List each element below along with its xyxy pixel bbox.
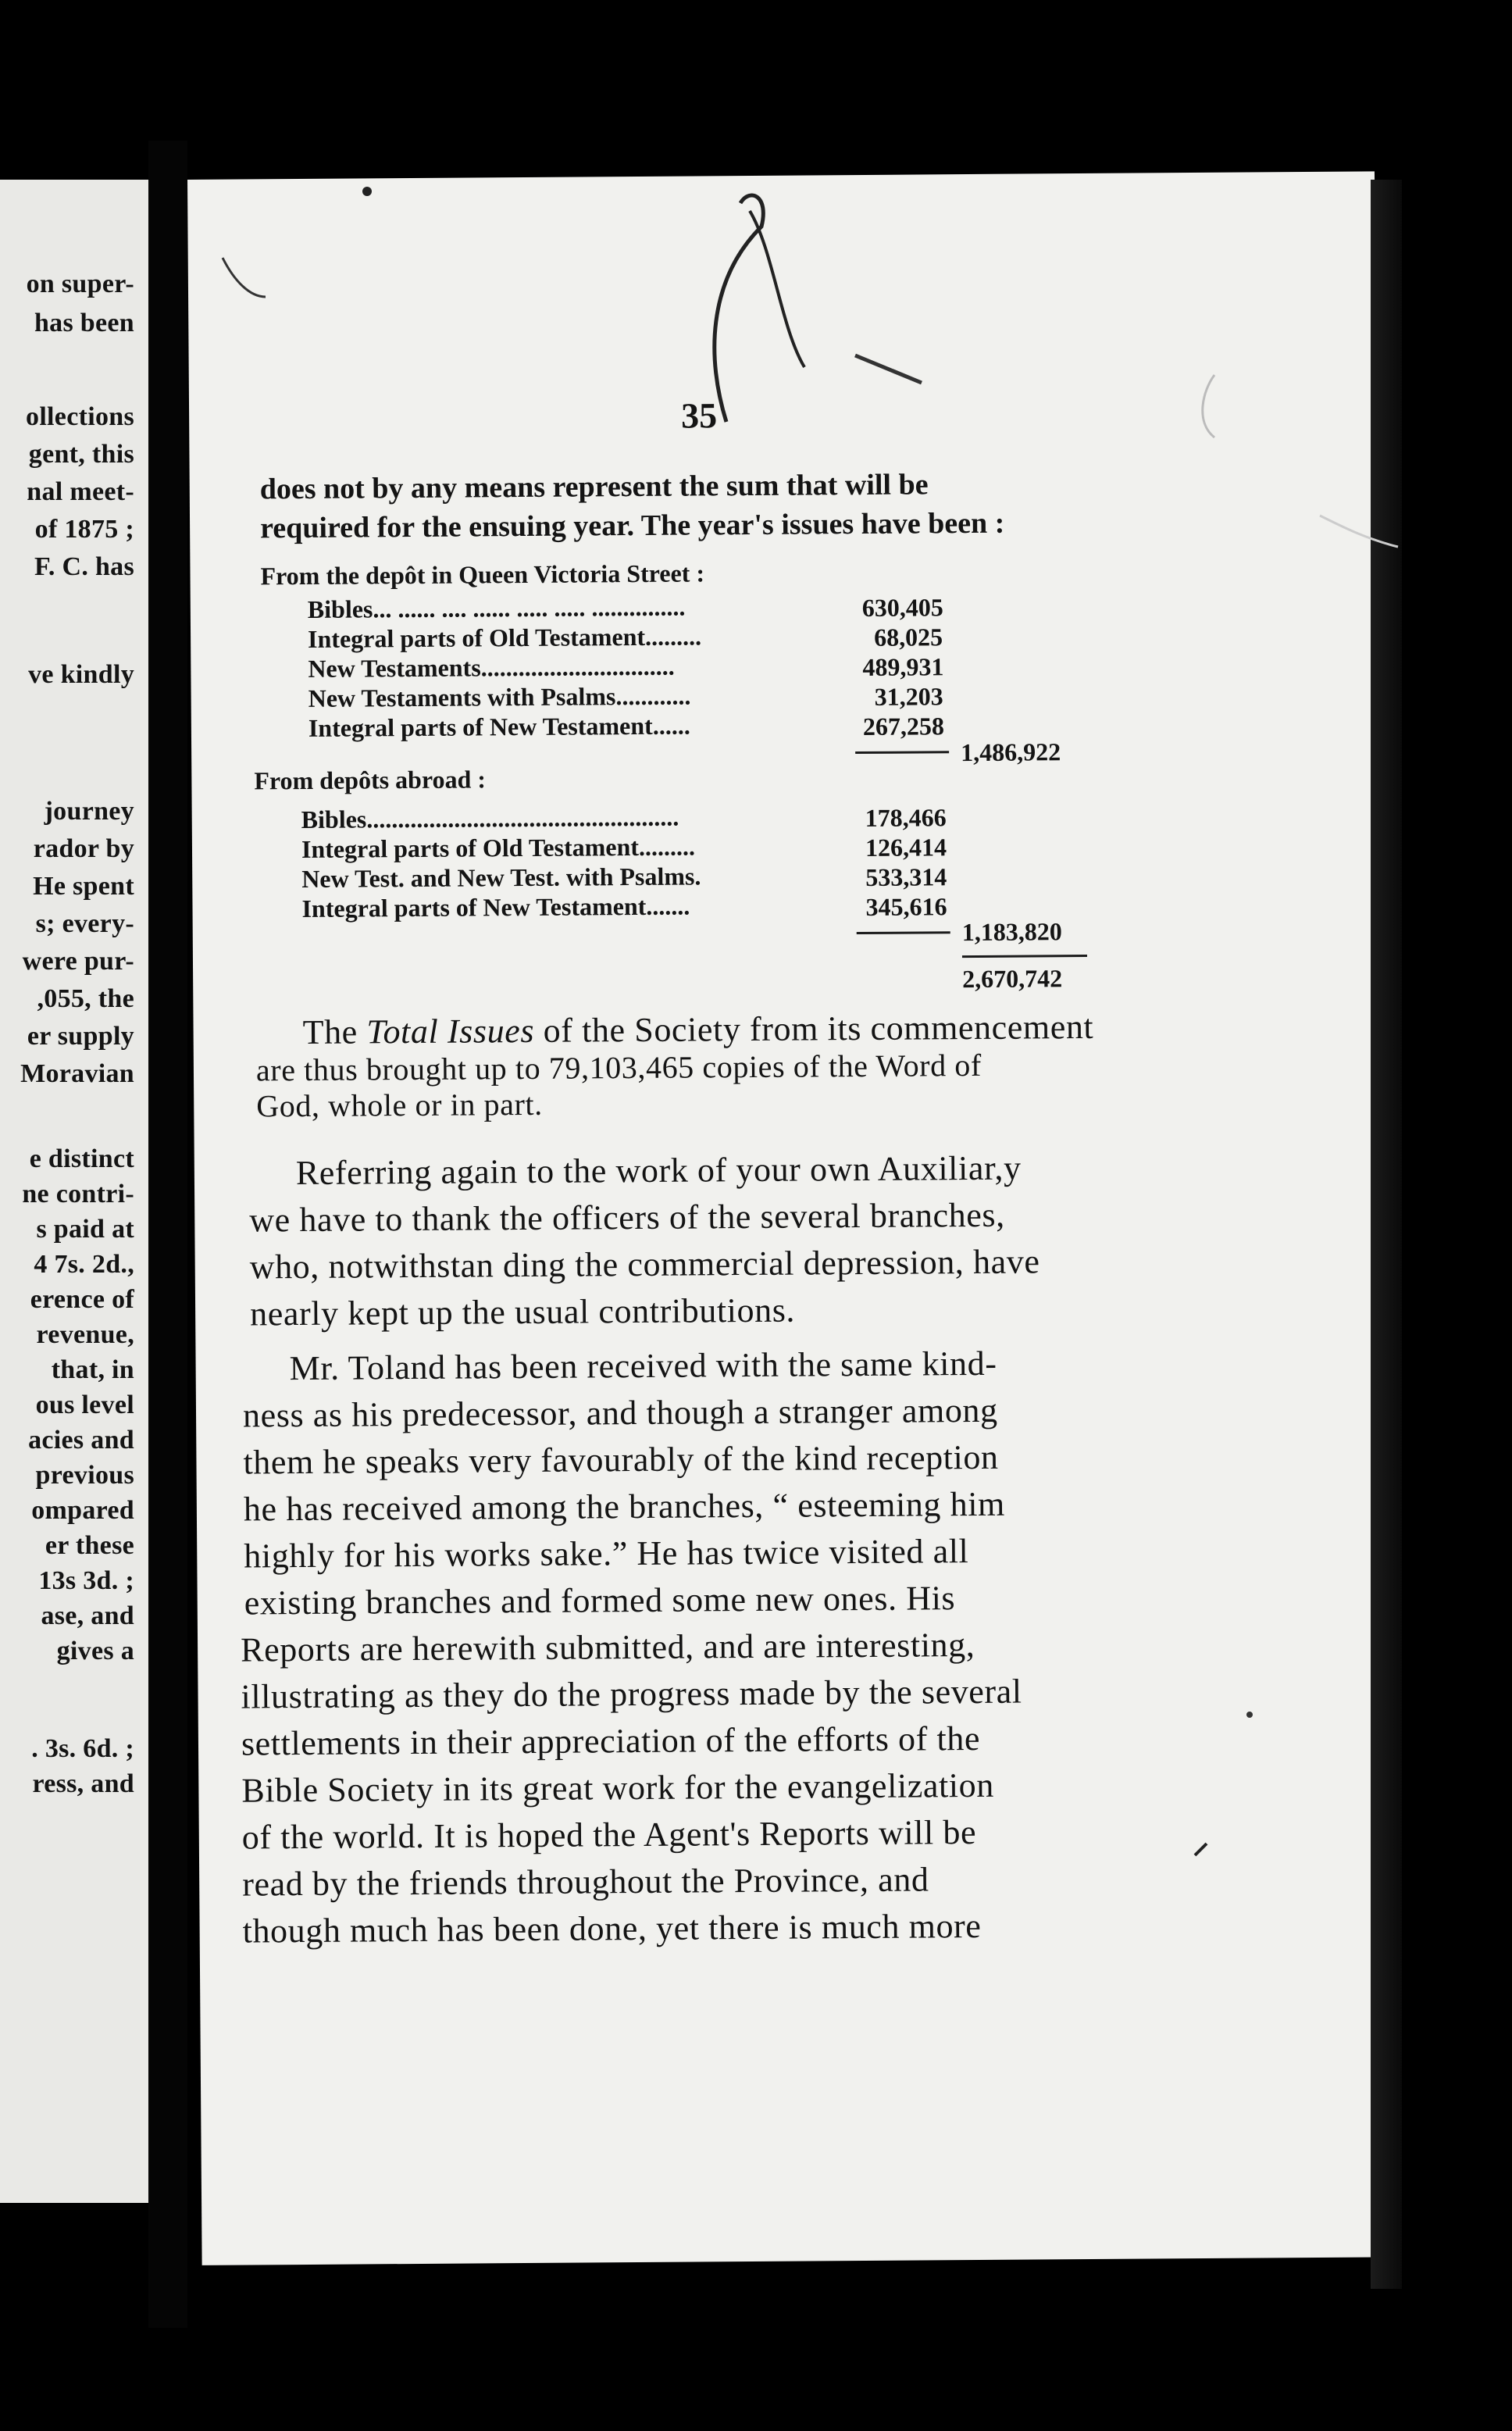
section1-row-value: 267,258 xyxy=(862,712,945,741)
left-page-line: ne contri- xyxy=(22,1180,134,1208)
section1-row-label: New Testaments with Psalms............ xyxy=(308,681,691,712)
left-page-line: ,055, the xyxy=(37,984,134,1013)
left-page-line: . 3s. 6d. ; xyxy=(31,1734,134,1763)
left-page-line: F. C. has xyxy=(34,552,134,581)
left-page-line: previous xyxy=(35,1461,134,1490)
left-page-line: 13s 3d. ; xyxy=(38,1566,134,1595)
auxiliary-line-3: who, notwithstan ding the commercial depression, have xyxy=(249,1242,1040,1287)
main-page xyxy=(187,171,1389,2265)
section1-subtotal: 1,486,922 xyxy=(961,737,1061,767)
section2-row-label: New Test. and New Test. with Psalms. xyxy=(301,862,701,894)
section1-row-value: 68,025 xyxy=(873,623,943,651)
left-page-line: nal meet- xyxy=(27,477,134,506)
subtotal-rule xyxy=(857,931,950,934)
section1-heading: From the depôt in Queen Victoria Street : xyxy=(260,559,705,591)
left-page-line: er these xyxy=(45,1531,134,1560)
section1-row-label: Bibles... ...... .... ...... ..... ..... ............... xyxy=(307,592,686,623)
toland-line: read by the friends throughout the Province, and xyxy=(242,1860,929,1904)
intro-line-1: does not by any means represent the sum that will be xyxy=(259,468,929,506)
section1-row-label: New Testaments............................... xyxy=(308,651,675,683)
auxiliary-line-2: we have to thank the officers of the several branches, xyxy=(249,1195,1005,1240)
left-page-line: on super- xyxy=(26,270,134,298)
left-page-line: gives a xyxy=(56,1637,134,1665)
left-page-line: ve kindly xyxy=(28,660,134,689)
left-page-line: He spent xyxy=(33,872,134,901)
page-number: 35 xyxy=(680,395,718,436)
left-page-line: that, in xyxy=(51,1355,134,1384)
section2-row-value: 533,314 xyxy=(865,862,947,891)
left-page-line: has been xyxy=(34,309,134,337)
left-page-line: ase, and xyxy=(41,1601,134,1630)
subtotal-rule xyxy=(855,751,949,754)
toland-line: Bible Society in its great work for the evangelization xyxy=(241,1765,995,1810)
section2-row-value: 126,414 xyxy=(865,833,947,862)
section1-row-value: 31,203 xyxy=(874,682,943,711)
toland-line: ness as his predecessor, and though a stranger among xyxy=(242,1390,998,1435)
section2-heading: From depôts abroad : xyxy=(254,765,487,795)
total-issues-line-3: God, whole or in part. xyxy=(256,1086,543,1124)
toland-line: settlements in their appreciation of the efforts of the xyxy=(241,1719,981,1763)
left-page-line: ress, and xyxy=(32,1769,134,1798)
left-page-line: were pur- xyxy=(22,947,134,976)
left-page-line: ous level xyxy=(35,1390,134,1419)
grand-total: 2,670,742 xyxy=(962,964,1063,994)
auxiliary-line-4: nearly kept up the usual contributions. xyxy=(249,1290,796,1333)
toland-line: existing branches and formed some new ones. His xyxy=(244,1579,956,1622)
auxiliary-line-1: Referring again to the work of your own Auxiliar,y xyxy=(295,1148,1022,1193)
total-issues-line-1: The Total Issues of the Society from its commencement xyxy=(302,1007,1094,1051)
page-edge-shadow xyxy=(1371,180,1402,2289)
toland-line: Mr. Toland has been received with the same kind- xyxy=(289,1344,997,1388)
total-issues-italic: Total Issues xyxy=(366,1011,535,1051)
toland-line: highly for his works sake.” He has twice visited all xyxy=(244,1532,969,1576)
section1-row-value: 489,931 xyxy=(862,652,944,681)
toland-line: illustrating as they do the progress made by the several xyxy=(241,1672,1022,1716)
section2-row-value: 345,616 xyxy=(865,892,947,921)
section2-row-label: Integral parts of Old Testament......... xyxy=(301,832,696,864)
left-page-line: e distinct xyxy=(29,1144,134,1173)
section2-row-value: 178,466 xyxy=(865,803,947,832)
toland-line: he has received among the branches, “ esteeming him xyxy=(243,1484,1006,1529)
section2-subtotal: 1,183,820 xyxy=(961,917,1062,947)
left-page-line: ompared xyxy=(31,1496,134,1525)
left-page-line: er supply xyxy=(27,1022,134,1051)
left-page-line: 4 7s. 2d., xyxy=(34,1250,134,1279)
left-page-line: of 1875 ; xyxy=(34,515,134,544)
section2-row-label: Integral parts of New Testament....... xyxy=(301,891,690,923)
total-issues-line-2: are thus brought up to 79,103,465 copies of the Word of xyxy=(255,1047,982,1088)
left-page-line: acies and xyxy=(28,1426,134,1455)
left-page-line: s; every- xyxy=(35,909,134,938)
toland-line: though much has been done, yet there is much more xyxy=(242,1906,982,1951)
toland-line: Reports are herewith submitted, and are interesting, xyxy=(240,1626,975,1669)
left-page-line: ollections xyxy=(26,402,134,431)
left-page-line: Moravian xyxy=(20,1059,134,1088)
intro-line-2: required for the ensuing year. The year's issues have been : xyxy=(259,506,1005,545)
left-page-line: journey xyxy=(44,797,134,826)
section1-row-label: Integral parts of New Testament...... xyxy=(308,711,690,742)
grand-total-rule xyxy=(962,955,1087,958)
left-page-line: revenue, xyxy=(36,1320,134,1349)
left-page-line: gent, this xyxy=(28,440,134,469)
left-page-line: rador by xyxy=(33,834,134,863)
toland-line: of the world. It is hoped the Agent's Reports will be xyxy=(241,1813,977,1857)
book-gutter xyxy=(148,141,187,2328)
toland-line: them he speaks very favourably of the kind reception xyxy=(243,1437,999,1482)
section1-row-label: Integral parts of Old Testament......... xyxy=(307,622,702,653)
left-page-fragment xyxy=(0,180,148,2203)
left-page-line: erence of xyxy=(30,1285,134,1314)
section1-row-value: 630,405 xyxy=(861,593,943,622)
left-page-line: s paid at xyxy=(36,1215,134,1244)
section2-row-label: Bibles.................................................. xyxy=(301,802,679,834)
